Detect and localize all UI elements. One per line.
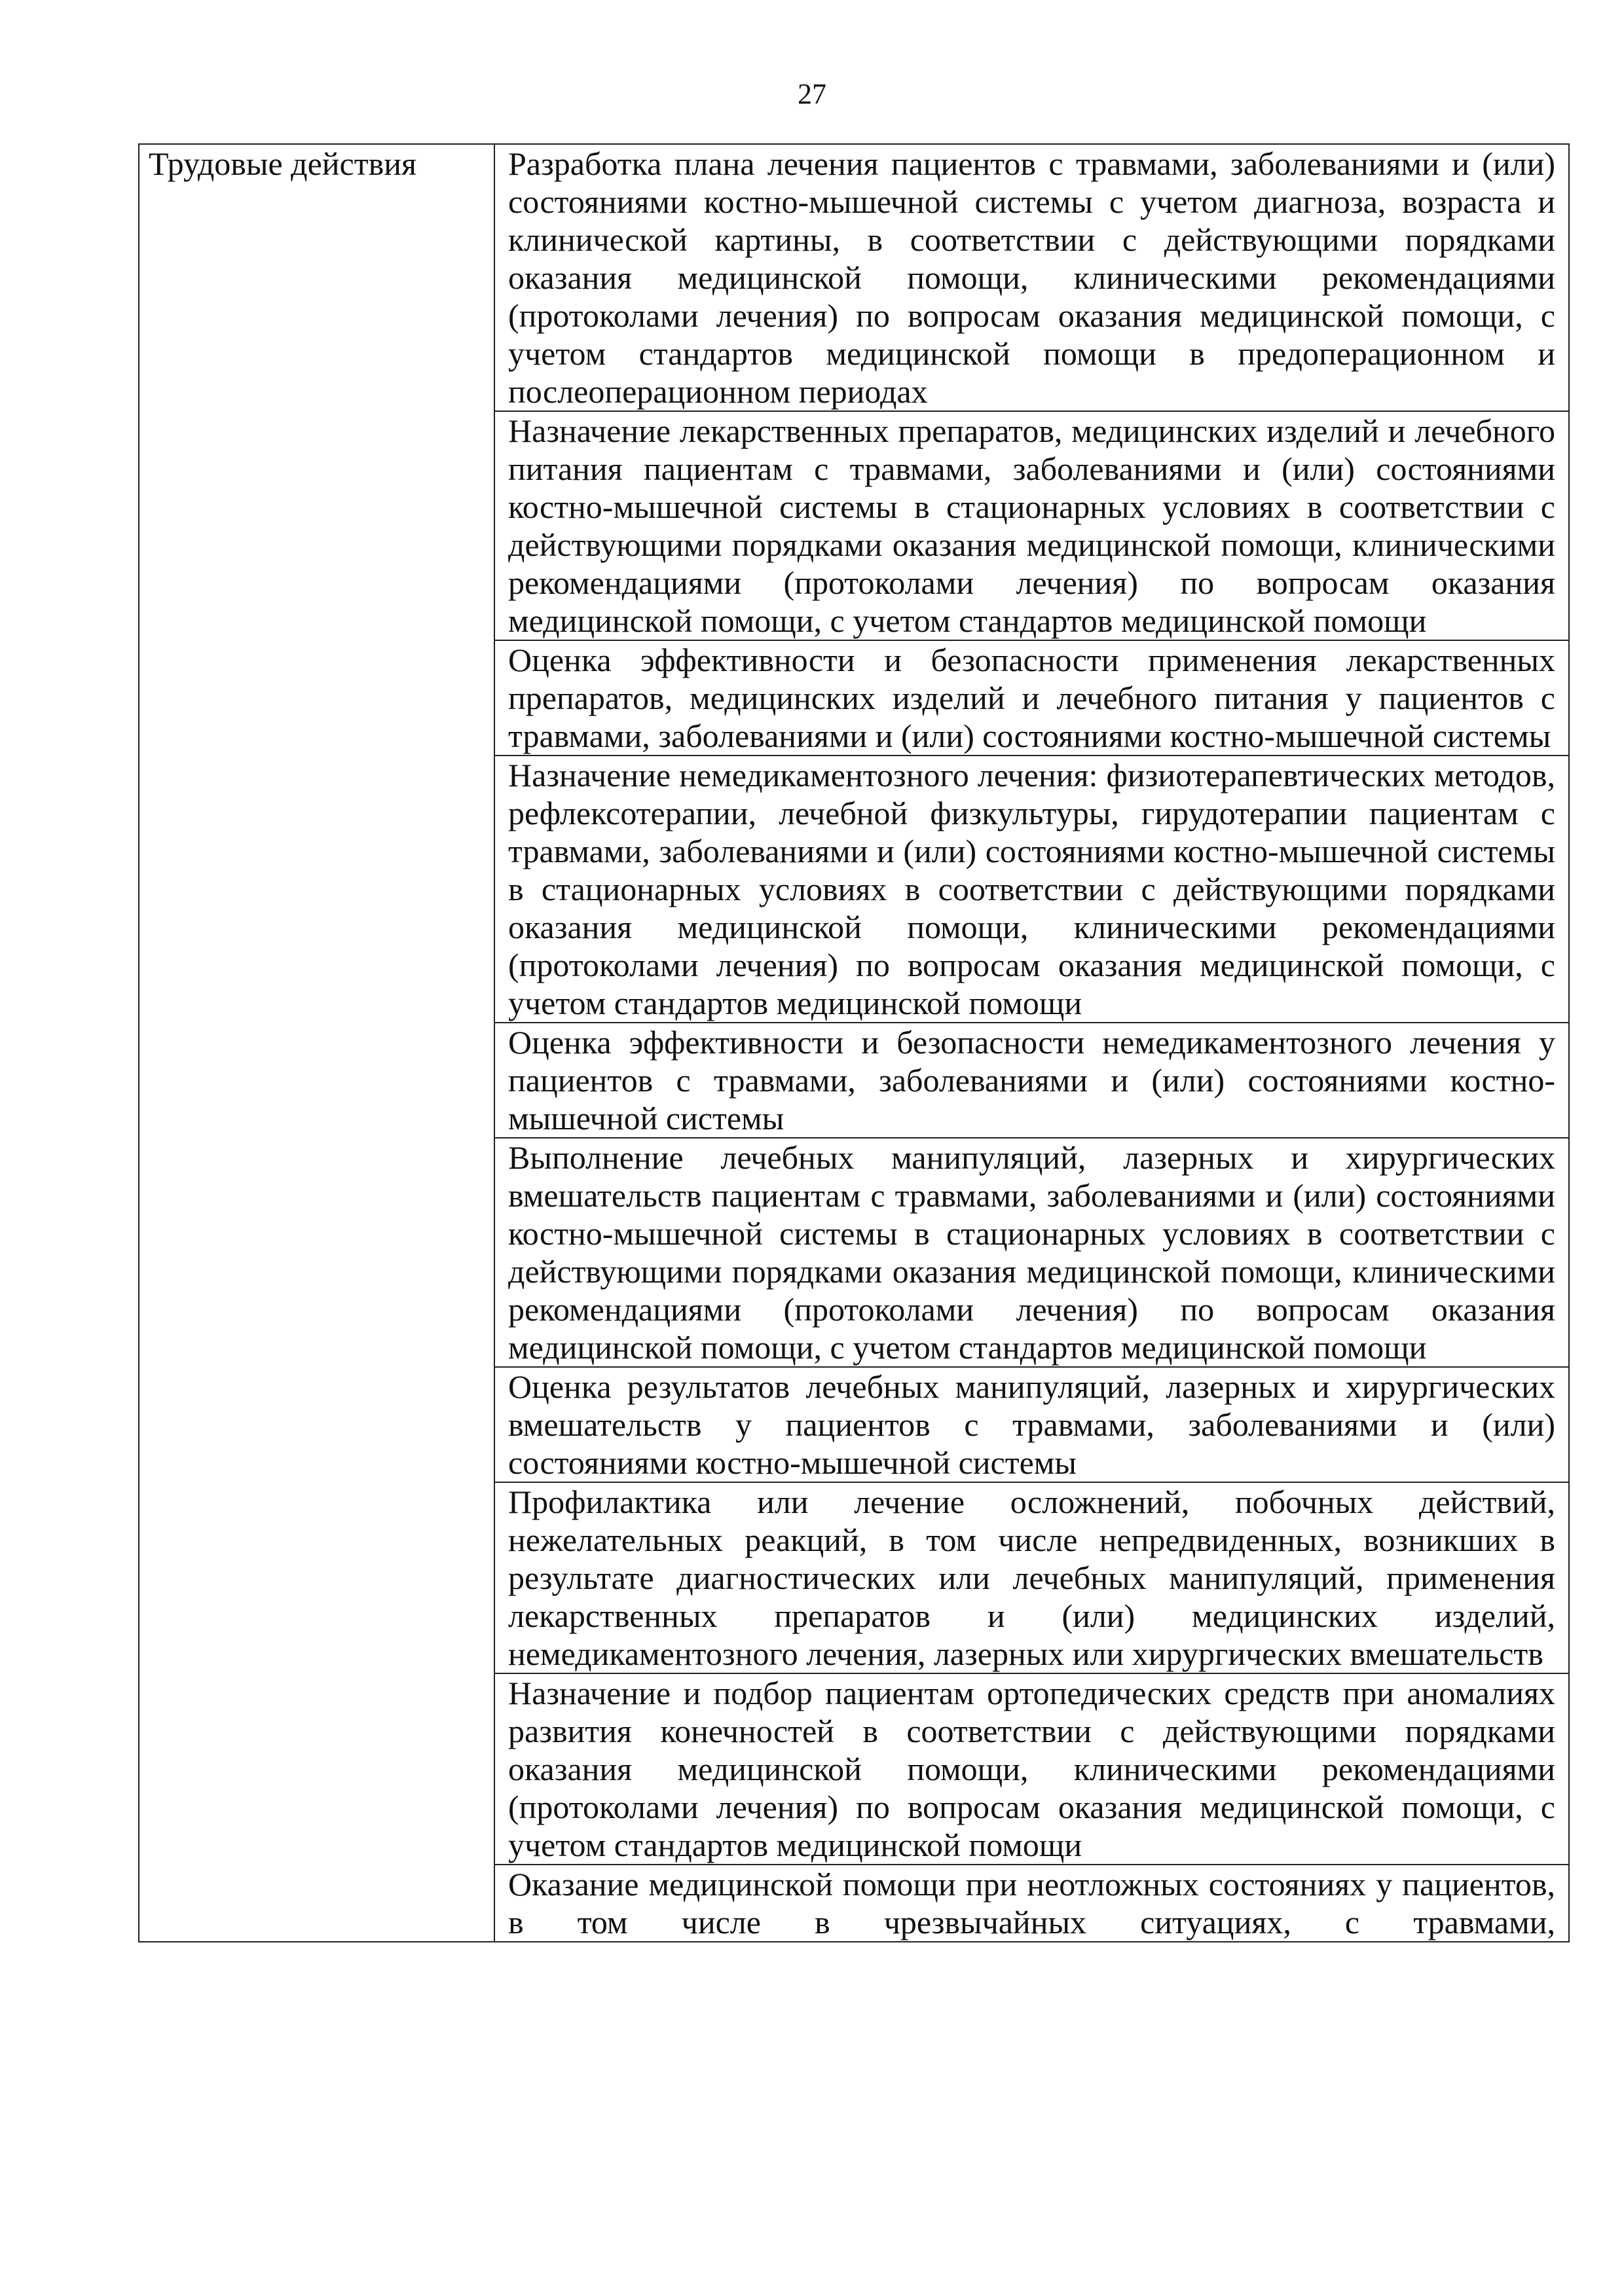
table-cell (494, 756, 1569, 1023)
table-cell (494, 640, 1569, 756)
table-cell (494, 1138, 1569, 1367)
cell-text: Оценка эффективности и безопасности немедикаментозного лечения у пациентов с травмами, заболеваниями и (или) состояниями костно-мышечной системы (508, 1024, 1555, 1137)
row-header-cell (139, 144, 494, 1942)
table-cell (494, 1673, 1569, 1865)
labor-actions-table (138, 143, 1570, 1942)
cell-text: Оценка результатов лечебных манипуляций, лазерных и хирургических вмешательств у пациентов с травмами, заболеваниями и (или) состояниями костно-мышечной системы (508, 1368, 1555, 1481)
table-cell (494, 1482, 1569, 1673)
cell-text: Назначение и подбор пациентам ортопедических средств при аномалиях развития конечностей в соответствии с действующими порядками оказания медицинской помощи, клиническими рекомендациями (протоколами лечения) по вопросам оказания медицинской помощи, с учетом стандартов медицинской помощи (508, 1675, 1555, 1863)
page-number: 27 (798, 78, 826, 110)
cell-text: Профилактика или лечение осложнений, побочных действий, нежелательных реакций, в том числе непредвиденных, возникших в результате диагностических или лечебных манипуляций, применения лекарственных препаратов и (или) медицинских изделий, немедикаментозного лечения, лазерных или хирургических вмешательств (508, 1484, 1555, 1672)
row-header-label: Трудовые действия (149, 145, 416, 182)
cell-text: Выполнение лечебных манипуляций, лазерных и хирургических вмешательств пациентам с травмами, заболеваниями и (или) состояниями костно-мышечной системы в стационарных условиях в соответствии с действующими порядками оказания медицинской помощи, клиническими рекомендациями (протоколами лечения) по вопросам оказания медицинской помощи, с учетом стандартов медицинской помощи (508, 1139, 1555, 1366)
cell-text: Разработка плана лечения пациентов с травмами, заболеваниями и (или) состояниями костно-мышечной системы с учетом диагноза, возраста и клинической картины, в соответствии с действующими порядками оказания медицинской помощи, клиническими рекомендациями (протоколами лечения) по вопросам оказания медицинской помощи, с учетом стандартов медицинской помощи в предоперационном и послеоперационном периодах (508, 145, 1555, 410)
table-cell (494, 144, 1569, 411)
table-cell (494, 411, 1569, 640)
table-cell (494, 1023, 1569, 1138)
cell-text: Назначение лекарственных препаратов, медицинских изделий и лечебного питания пациентам с травмами, заболеваниями и (или) состояниями костно-мышечной системы в стационарных условиях в соответствии с действующими порядками оказания медицинской помощи, клиническими рекомендациями (протоколами лечения) по вопросам оказания медицинской помощи, с учетом стандартов медицинской помощи (508, 412, 1555, 639)
cell-text: Назначение немедикаментозного лечения: физиотерапевтических методов, рефлексотерапии, лечебной физкультуры, гирудотерапии пациентам с травмами, заболеваниями и (или) состояниями костно-мышечной системы в стационарных условиях в соответствии с действующими порядками оказания медицинской помощи, клиническими рекомендациями (протоколами лечения) по вопросам оказания медицинской помощи, с учетом стандартов медицинской помощи (508, 757, 1555, 1021)
table-cell (494, 1367, 1569, 1482)
table-cell (494, 1865, 1569, 1942)
table-row (139, 144, 1569, 411)
cell-text: Оказание медицинской помощи при неотложных состояниях у пациентов, в том числе в чрезвычайных ситуациях, с травмами, (508, 1866, 1555, 1941)
cell-text: Оценка эффективности и безопасности применения лекарственных препаратов, медицинских изделий и лечебного питания у пациентов с травмами, заболеваниями и (или) состояниями костно-мышечной системы (508, 642, 1555, 754)
